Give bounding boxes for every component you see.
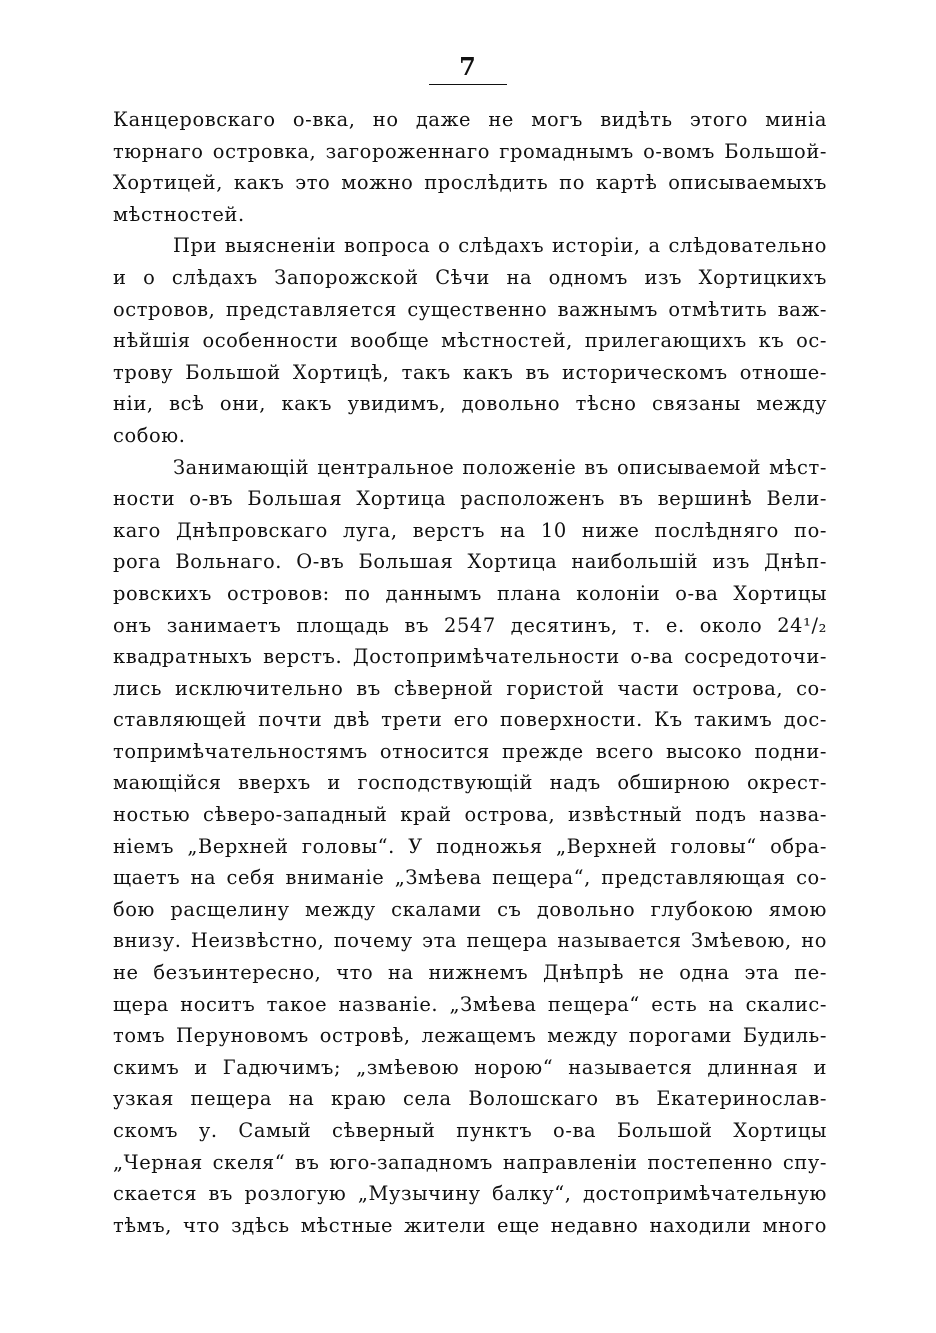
text-line: скомъ у. Самый сѣверный пунктъ о-ва Большой Хортицы: [113, 1119, 827, 1142]
text-line: не безъинтересно, что на нижнемъ Днѣпрѣ не одна эта пе-: [113, 961, 827, 985]
text-line: онъ занимаетъ площадь въ 2547 десятинъ, т. е. около 24¹/₂: [113, 613, 827, 637]
text-line: лись исключительно въ сѣверной гористой части острова, со-: [113, 676, 827, 700]
text-line: томъ Перуновомъ островѣ, лежащемъ между порогами Будиль-: [113, 1024, 827, 1048]
text-line: нѣйшія особенности вообще мѣстностей, прилегающихъ къ ос-: [113, 329, 827, 353]
text-line: островов, представляется существенно важнымъ отмѣтить важ-: [113, 297, 827, 321]
text-line: Хортицей, какъ это можно прослѣдить по картѣ описываемыхъ: [113, 171, 827, 195]
text-line: квадратныхъ верстъ. Достопримѣчательности о-ва сосредоточи-: [113, 645, 827, 669]
page-number: 7: [429, 50, 507, 85]
text-line: и о слѣдахъ Запорожской Сѣчи на одномъ изъ Хортицкихъ: [113, 265, 827, 289]
text-line: бою расщелину между скалами съ довольно глубокою ямою: [113, 897, 827, 921]
text-line: рога Вольнаго. О-въ Большая Хортица наибольшій изъ Днѣп-: [113, 550, 827, 574]
text-line: мѣстностей.: [113, 202, 245, 226]
text-line: трову Большой Хортицѣ, такъ какъ въ историческомъ отноше-: [113, 360, 827, 384]
text-line: собою.: [113, 423, 186, 447]
text-line: „Черная скеля“ въ юго-западномъ направленіи постепенно спу-: [113, 1150, 827, 1174]
text-line: тюрнаго островка, загороженнаго громаднымъ о-вомъ Большой-: [113, 139, 827, 163]
text-line: внизу. Неизвѣстно, почему эта пещера называется Змѣевою, но: [113, 929, 827, 953]
text-line: ровскихъ островов: по даннымъ плана колоніи о-ва Хортицы: [113, 581, 827, 605]
text-line: ности о-въ Большая Хортица расположенъ въ вершинѣ Вели-: [113, 487, 827, 511]
text-line: узкая пещера на краю села Волошскаго въ Екатеринослав-: [113, 1087, 827, 1111]
body-text: [113, 104, 827, 1241]
text-line: Канцеровскаго о-вка, но даже не могъ видѣть этого миніа: [113, 108, 827, 131]
text-line: щаетъ на себя вниманіе „Змѣева пещера“, представляющая со-: [113, 866, 827, 890]
text-line: тѣмъ, что здѣсь мѣстные жители еще недавно находили много: [113, 1213, 827, 1237]
text-line: ніемъ „Верхней головы“. У подножья „Верхней головы“ обра-: [113, 834, 827, 858]
text-line: мающійся вверхъ и господствующій надъ обширною окрест-: [113, 771, 827, 795]
text-line: Занимающій центральное положеніе въ описываемой мѣст-: [173, 455, 827, 479]
text-line: ностью сѣверо-западный край острова, извѣстный подъ назва-: [113, 803, 827, 827]
text-line: ніи, всѣ они, какъ увидимъ, довольно тѣсно связаны между: [113, 392, 827, 416]
text-line: скается въ розлогую „Музычину балку“, достопримѣчательную: [113, 1182, 827, 1206]
text-line: скимъ и Гадючимъ; „змѣевою норою“ называется длинная и: [113, 1055, 827, 1079]
text-line: каго Днѣпровскаго луга, верстъ на 10 ниже послѣдняго по-: [113, 518, 827, 542]
text-line: щера носитъ такое названіе. „Змѣева пещера“ есть на скалис-: [113, 992, 827, 1016]
text-line: ставляющей почти двѣ трети его поверхности. Къ такимъ дос-: [113, 708, 827, 732]
text-line: топримѣчательностямъ относится прежде всего высоко подни-: [113, 739, 827, 763]
text-line: При выясненіи вопроса о слѣдахъ исторіи, а слѣдовательно: [173, 234, 827, 258]
page-header: [0, 50, 936, 85]
